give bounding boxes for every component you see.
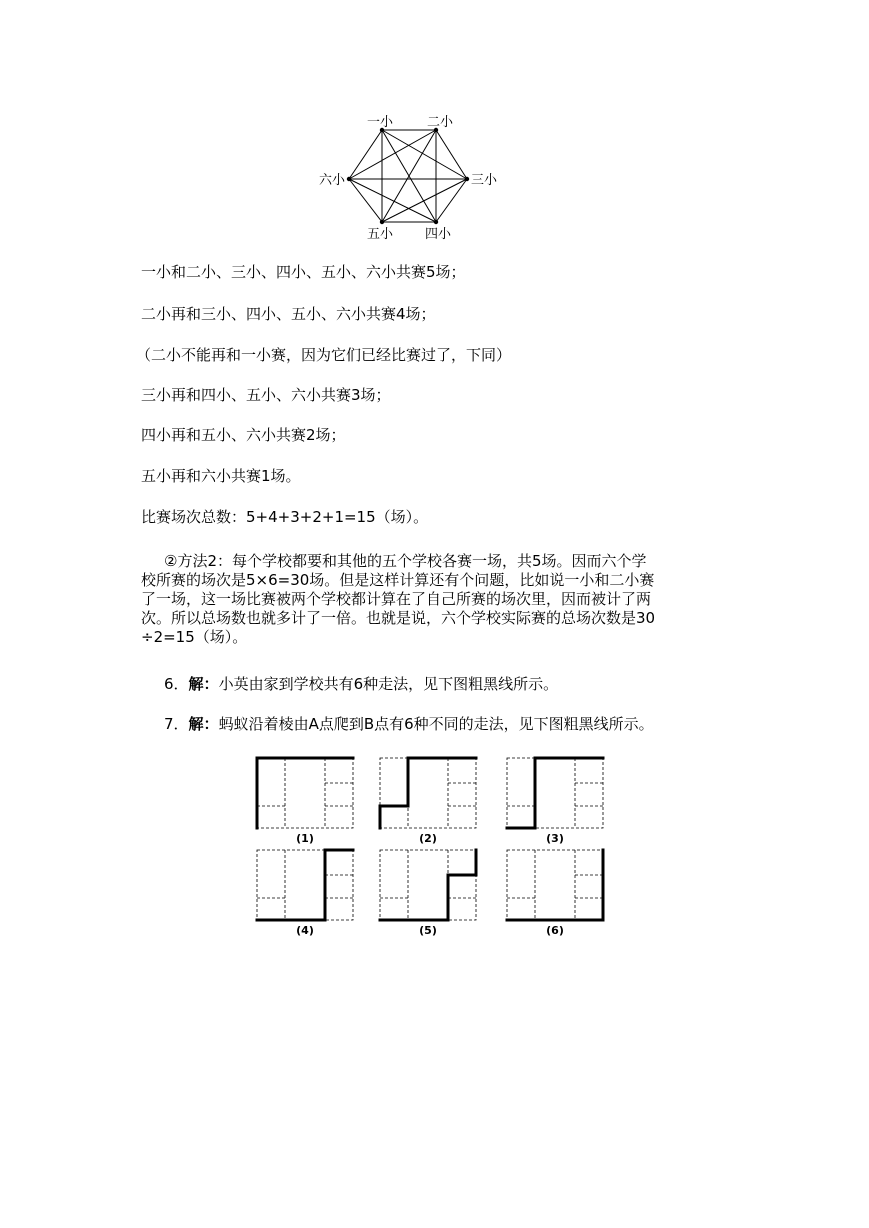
answer-7 (164, 714, 654, 734)
text-line-4: 三小再和四小、五小、六小共赛3场； (141, 386, 391, 404)
text-line-5: 四小再和五小、六小共赛2场； (141, 426, 346, 444)
path-caption: (3) (546, 832, 564, 845)
thick-route (257, 758, 353, 828)
path-caption: (1) (296, 832, 314, 845)
answer-6-number: 6． (164, 675, 189, 693)
graph-edge (349, 179, 382, 222)
method-2-line-1: ②方法2：每个学校都要和其他的五个学校各赛一场，共5场。因而六个学 (164, 552, 647, 570)
method-2-line-3: 了一场，这一场比赛被两个学校都计算在了自己所赛的场次里，因而被计了两 (141, 590, 652, 608)
path-diagram (507, 850, 603, 937)
text-line-3: （二小不能再和一小赛，因为它们已经比赛过了，下同） (136, 346, 512, 364)
path-diagram (507, 758, 603, 845)
graph-node-label: 一小 (366, 115, 394, 130)
graph-node-label: 二小 (426, 115, 454, 130)
answer-6 (164, 674, 558, 694)
thick-route (507, 758, 603, 828)
answer-6-label: 解： (188, 675, 219, 693)
thick-route (380, 850, 476, 920)
graph-edge (349, 130, 382, 179)
method-2-line-4: 次。所以总场数也就多计了一倍。也就是说，六个学校实际赛的总场次数是30 (141, 609, 656, 627)
text-line-6: 五小再和六小共赛1场。 (141, 467, 301, 485)
path-caption: (5) (419, 924, 437, 937)
path-caption: (2) (419, 832, 437, 845)
graph-node-dot (347, 177, 351, 181)
graph-node-label: 三小 (471, 173, 498, 188)
graph-node-dot (380, 220, 384, 224)
graph-node-label: 五小 (366, 227, 394, 242)
method-2-paragraph (141, 552, 721, 647)
path-diagram (257, 758, 353, 845)
text-line-1: 一小和二小、三小、四小、五小、六小共赛5场； (141, 263, 466, 281)
complete-graph-diagram (300, 110, 520, 250)
thick-route (257, 850, 353, 920)
method-2-line-2: 校所赛的场次是5×6=30场。但是这样计算还有个问题，比如说一小和二小赛 (141, 571, 655, 589)
graph-edges (349, 130, 467, 222)
text-line-7: 比赛场次总数：5+4+3+2+1=15（场）。 (141, 508, 429, 526)
path-diagram (380, 758, 476, 845)
thick-route (380, 758, 476, 828)
thick-route (507, 850, 603, 920)
text-line-2: 二小再和三小、四小、五小、六小共赛4场； (141, 305, 436, 323)
graph-edge (349, 130, 436, 179)
method-2-line-5: ÷2=15（场）。 (141, 628, 248, 646)
path-diagram (257, 850, 353, 937)
graph-node-label: 四小 (424, 227, 452, 242)
path-diagrams (250, 750, 620, 945)
answer-7-label: 解： (188, 715, 219, 733)
graph-node-dot (434, 220, 438, 224)
graph-edge (436, 179, 467, 222)
answer-7-number: 7． (164, 715, 189, 733)
answer-6-text: 小英由家到学校共有6种走法，见下图粗黑线所示。 (218, 675, 559, 693)
graph-node-dot (465, 177, 469, 181)
path-caption: (6) (546, 924, 564, 937)
path-caption: (4) (296, 924, 314, 937)
path-diagram (380, 850, 476, 937)
graph-node-label: 六小 (318, 173, 345, 188)
graph-edge (382, 130, 467, 179)
answer-7-text: 蚂蚁沿着棱由A点爬到B点有6种不同的走法，见下图粗黑线所示。 (218, 715, 654, 733)
graph-edge (436, 130, 467, 179)
